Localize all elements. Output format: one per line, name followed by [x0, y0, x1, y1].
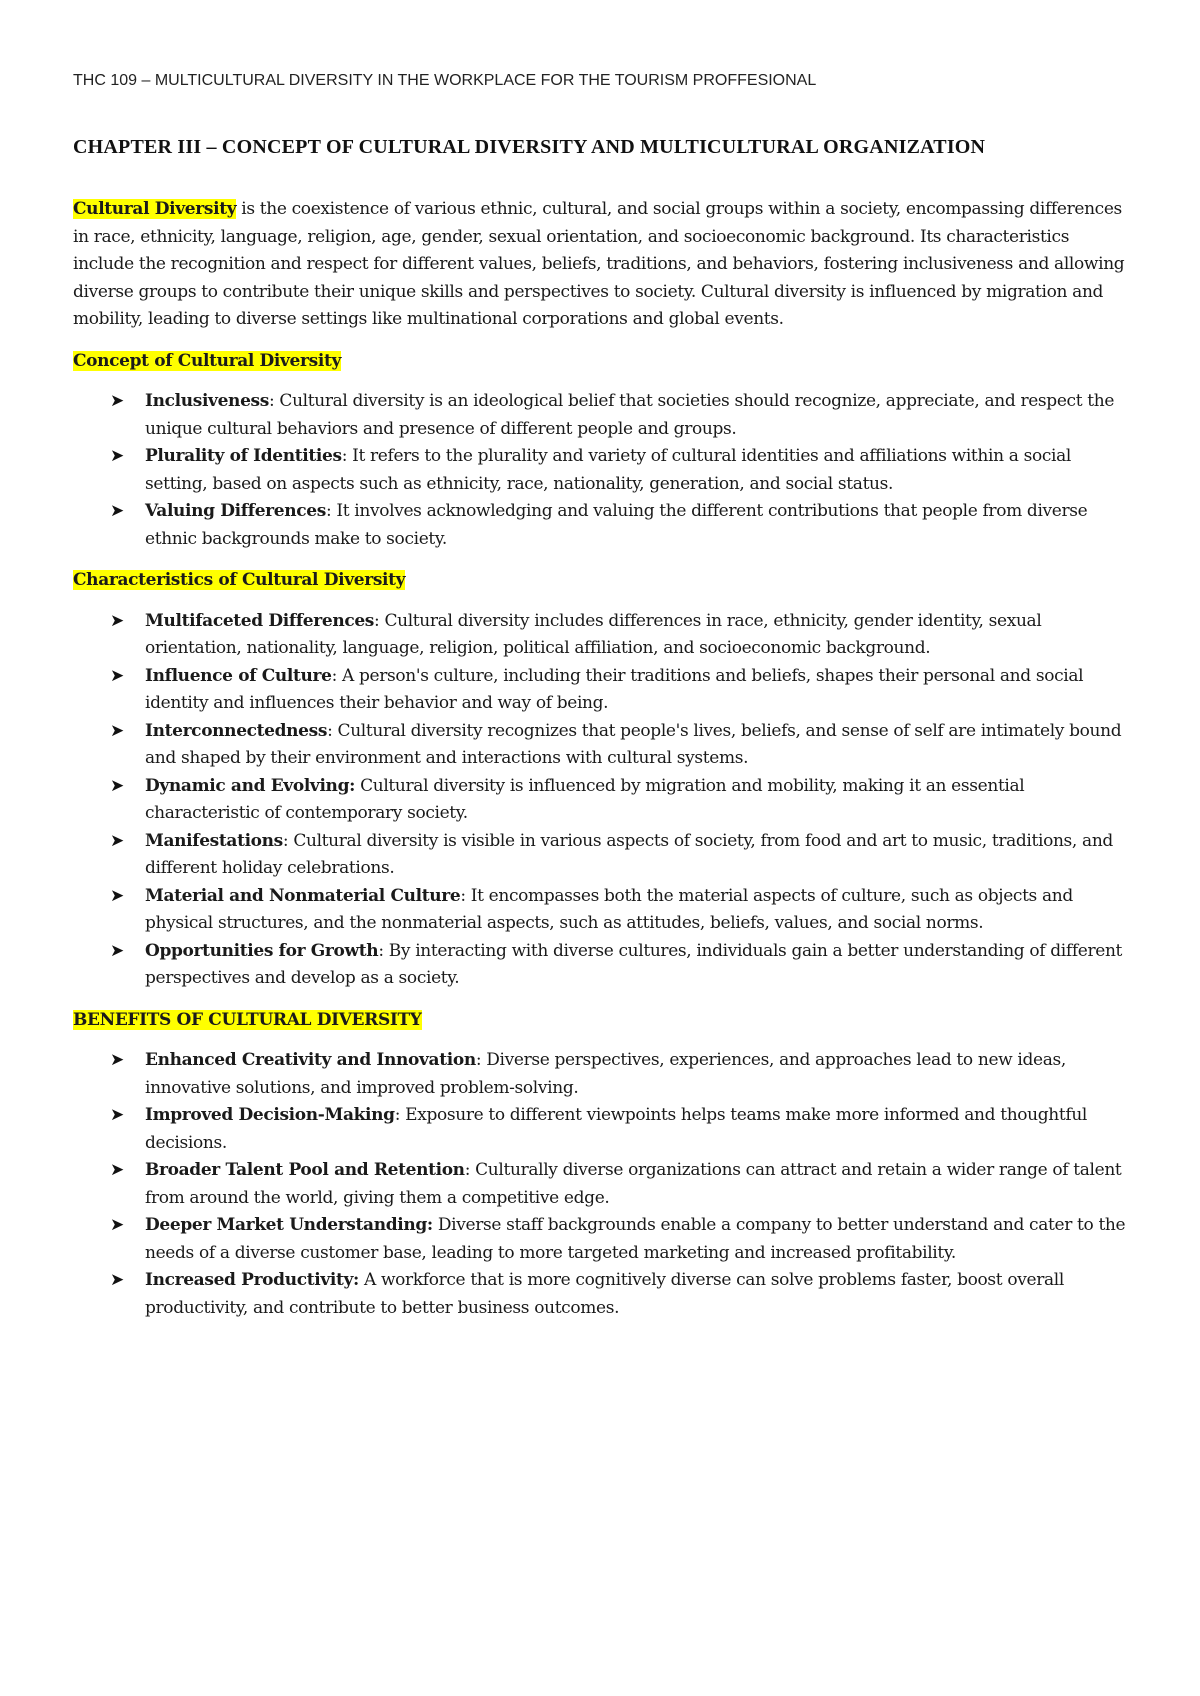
arrow-bullet-icon: ➤: [110, 1215, 124, 1235]
item-sep: :: [394, 1105, 406, 1125]
item-sep: :: [464, 1160, 476, 1180]
arrow-bullet-icon: ➤: [110, 610, 124, 631]
arrow-bullet-icon: ➤: [110, 446, 124, 466]
item-sep: :: [268, 391, 280, 411]
document-header: THC 109 – MULTICULTURAL DIVERSITY IN THE WORKPLACE FOR THE TOURISM PROFFESIONAL: [73, 72, 817, 89]
item-text: It encompasses both the material aspects of culture, such as objects and physical structures, and the nonmaterial aspects, such as attitudes, beliefs, values, and social norms.: [145, 885, 1073, 933]
arrow-bullet-icon: ➤: [110, 501, 124, 521]
list-item: [73, 828, 1133, 883]
item-sep: :: [378, 940, 389, 961]
section-heading-label: Characteristics of Cultural Diversity: [73, 570, 406, 590]
list-item: [73, 388, 1133, 443]
characteristics-list: [73, 608, 1133, 993]
concept-list: [73, 388, 1133, 553]
item-title: Interconnectedness: [145, 720, 328, 741]
list-item: [73, 443, 1133, 498]
item-text: Cultural diversity is visible in various aspects of society, from food and art to music, traditions, and different holiday celebrations.: [145, 830, 1113, 878]
item-title: Influence of Culture: [145, 665, 332, 686]
list-item: [73, 1102, 1133, 1157]
item-title: Multifaceted Differences: [145, 610, 375, 631]
item-text: Exposure to different viewpoints helps teams make more informed and thoughtful decisions.: [145, 1105, 1088, 1153]
item-text: Diverse staff backgrounds enable a company to better understand and cater to the needs of a diverse customer base, leading to more targeted marketing and increased profitability.: [145, 1215, 1126, 1263]
item-title: Plurality of Identities: [145, 446, 342, 466]
item-text: Diverse perspectives, experiences, and approaches lead to new ideas, innovative solutions, and improved problem-solving.: [145, 1050, 1066, 1098]
item-text: A workforce that is more cognitively diverse can solve problems faster, boost overall productivity, and contribute to better business outcomes.: [145, 1270, 1064, 1318]
list-item: [73, 883, 1133, 938]
intro-term: Cultural Diversity: [73, 199, 237, 219]
list-item: [73, 663, 1133, 718]
item-title: Dynamic and Evolving:: [145, 775, 356, 796]
list-item: [73, 1157, 1133, 1212]
arrow-bullet-icon: ➤: [110, 1270, 124, 1290]
item-title: Opportunities for Growth: [145, 940, 379, 961]
section-heading-benefits: [73, 1007, 1133, 1035]
item-title: Increased Productivity:: [145, 1270, 359, 1290]
item-sep: :: [374, 610, 385, 631]
item-sep: :: [327, 720, 338, 741]
section-heading-concept: [73, 348, 1133, 376]
arrow-bullet-icon: ➤: [110, 1105, 124, 1125]
item-sep: :: [331, 665, 343, 686]
item-title: Inclusiveness: [145, 391, 269, 411]
section-heading-label: Concept of Cultural Diversity: [73, 350, 341, 371]
item-text: Cultural diversity includes differences in race, ethnicity, gender identity, sexual orientation, nationality, language, religion, political affiliation, and socioeconomic background.: [145, 610, 1042, 658]
list-item: [73, 718, 1133, 773]
item-sep: :: [282, 830, 294, 851]
item-title: Valuing Differences: [145, 501, 326, 521]
item-title: Manifestations: [145, 830, 283, 851]
arrow-bullet-icon: ➤: [110, 1160, 124, 1180]
list-item: [73, 608, 1133, 663]
item-sep: :: [325, 501, 337, 521]
item-text: It refers to the plurality and variety of cultural identities and affiliations within a social setting, based on aspects such as ethnicity, race, nationality, generation, and social status.: [145, 446, 1071, 494]
intro-text: is the coexistence of various ethnic, cultural, and social groups within a society, encompassing differences in race, ethnicity, language, religion, age, gender, sexual orientation, and socioeconomic background. Its characteristics include the recognition and respect for different values, beliefs, traditions, and behaviors, fostering inclusiveness and allowing diverse groups to contribute their unique skills and perspectives to society. Cultural diversity is influenced by migration and mobility, leading to diverse settings like multinational corporations and global events.: [73, 199, 1125, 329]
item-title: Enhanced Creativity and Innovation: [145, 1050, 476, 1070]
section-heading-label: BENEFITS OF CULTURAL DIVERSITY: [73, 1009, 422, 1030]
item-text: It involves acknowledging and valuing the different contributions that people from diverse ethnic backgrounds make to society.: [145, 501, 1088, 549]
list-item: [73, 498, 1133, 553]
list-item: [73, 1267, 1133, 1322]
section-heading-characteristics: [73, 567, 1133, 595]
list-item: [73, 938, 1133, 993]
arrow-bullet-icon: ➤: [110, 885, 124, 906]
intro-paragraph: [73, 196, 1133, 334]
arrow-bullet-icon: ➤: [110, 830, 124, 851]
item-text: By interacting with diverse cultures, individuals gain a better understanding of different perspectives and develop as a society.: [145, 940, 1123, 988]
list-item: [73, 773, 1133, 828]
list-item: [73, 1047, 1133, 1102]
arrow-bullet-icon: ➤: [110, 665, 124, 686]
arrow-bullet-icon: ➤: [110, 720, 124, 741]
document-page: [73, 72, 1133, 1322]
item-text: Cultural diversity is influenced by migration and mobility, making it an essential characteristic of contemporary society.: [145, 775, 1025, 823]
item-title: Material and Nonmaterial Culture: [145, 885, 461, 906]
item-text: A person's culture, including their traditions and beliefs, shapes their personal and social identity and influences their behavior and way of being.: [145, 665, 1084, 713]
item-text: Cultural diversity recognizes that people's lives, beliefs, and sense of self are intimately bound and shaped by their environment and interactions with cultural systems.: [145, 720, 1122, 768]
benefits-list: [73, 1047, 1133, 1322]
item-text: Culturally diverse organizations can attract and retain a wider range of talent from around the world, giving them a competitive edge.: [145, 1160, 1122, 1208]
item-title: Improved Decision-Making: [145, 1105, 395, 1125]
item-text: Cultural diversity is an ideological belief that societies should recognize, appreciate, and respect the unique cultural behaviors and presence of different people and groups.: [145, 391, 1115, 439]
list-item: [73, 1212, 1133, 1267]
arrow-bullet-icon: ➤: [110, 940, 124, 961]
arrow-bullet-icon: ➤: [110, 391, 124, 411]
arrow-bullet-icon: ➤: [110, 1050, 124, 1070]
arrow-bullet-icon: ➤: [110, 775, 124, 796]
chapter-title: CHAPTER III – CONCEPT OF CULTURAL DIVERSITY AND MULTICULTURAL ORGANIZATION: [73, 136, 986, 158]
item-sep: :: [460, 885, 471, 906]
item-title: Deeper Market Understanding:: [145, 1215, 433, 1235]
item-title: Broader Talent Pool and Retention: [145, 1160, 465, 1180]
item-sep: :: [475, 1050, 487, 1070]
item-sep: :: [341, 446, 353, 466]
